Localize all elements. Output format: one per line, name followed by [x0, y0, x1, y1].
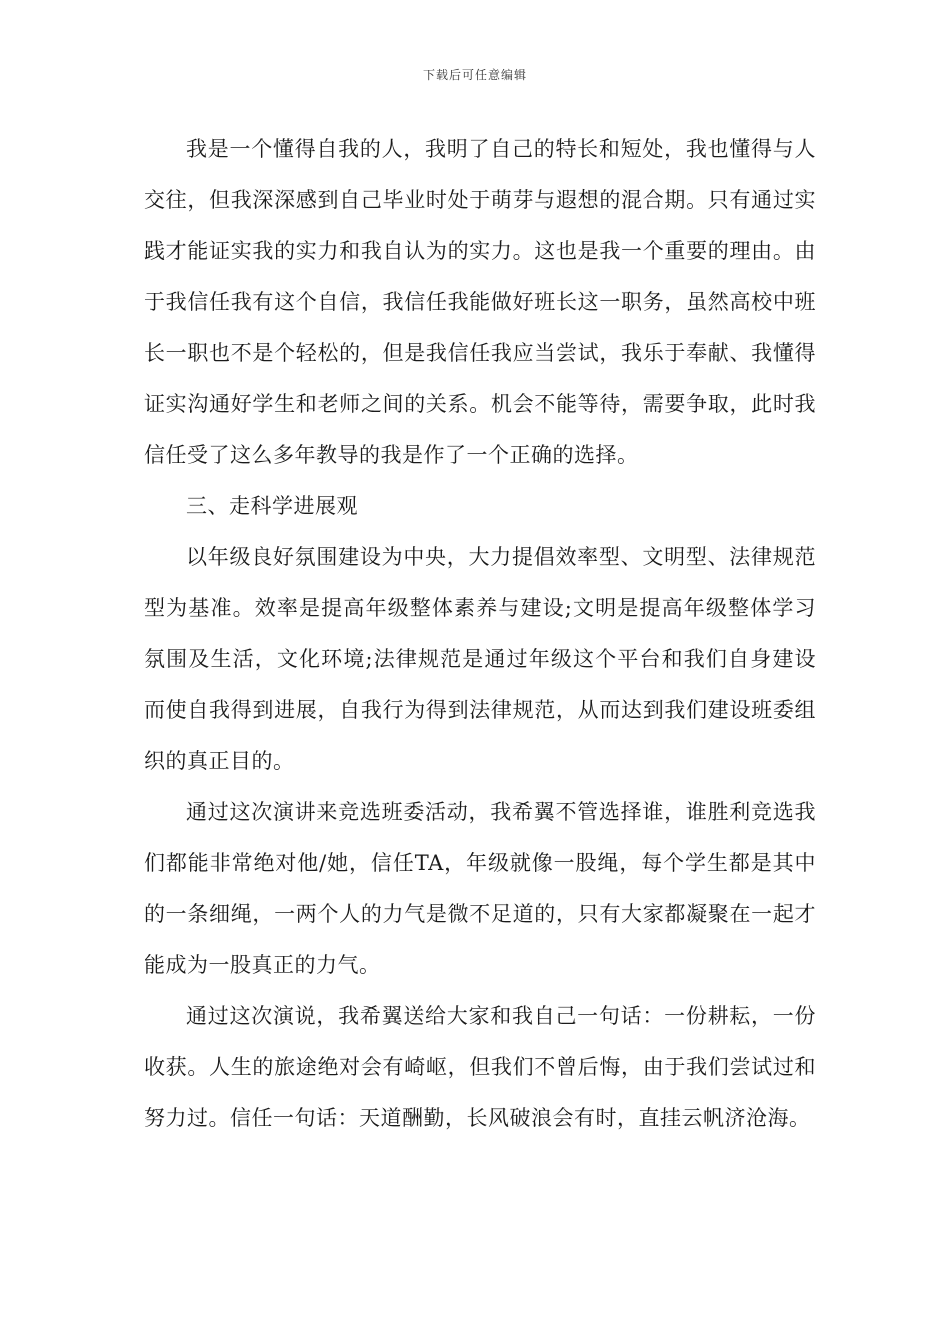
paragraph-election: 通过这次演讲来竞选班委活动，我希翼不管选择谁，谁胜利竞选我们都能非常绝对他/她，信任TA，年级就像一股绳，每个学生都是其中的一条细绳，一两个人的力气是微不足道的，只有大家都凝聚在一起才能成为一股真正的力气。 — [144, 800, 816, 977]
paragraph-atmosphere: 以年级良好氛围建设为中央，大力提倡效率型、文明型、法律规范型为基准。效率是提高年级整体素养与建设;文明是提高年级整体学习氛围及生活，文化环境;法律规范是通过年级这个平台和我们自身建设而使自我得到进展，自我行为得到法律规范，从而达到我们建设班委组织的真正目的。 — [144, 545, 816, 773]
paragraph-closing: 通过这次演说，我希翼送给大家和我自己一句话：一份耕耘，一份收获。人生的旅途绝对会有崎岖，但我们不曾后悔，由于我们尝试过和努力过。信任一句话：天道酬勤，长风破浪会有时，直挂云帆济沧海。 — [144, 1004, 816, 1130]
paragraph-self-knowledge: 我是一个懂得自我的人，我明了自己的特长和短处，我也懂得与人交往，但我深深感到自己毕业时处于萌芽与遐想的混合期。只有通过实践才能证实我的实力和我自认为的实力。这也是我一个重要的理由。由于我信任我有这个自信，我信任我能做好班长这一职务，虽然高校中班长一职也不是个轻松的，但是我信任我应当尝试，我乐于奉献、我懂得证实沟通好学生和老师之间的关系。机会不能等待，需要争取，此时我信任受了这么多年教导的我是作了一个正确的选择。 — [144, 137, 816, 467]
page-header-note: 下载后可任意编辑 — [422, 68, 527, 82]
document-body — [144, 124, 816, 1144]
section-heading: 三、走科学进展观 — [186, 494, 358, 518]
